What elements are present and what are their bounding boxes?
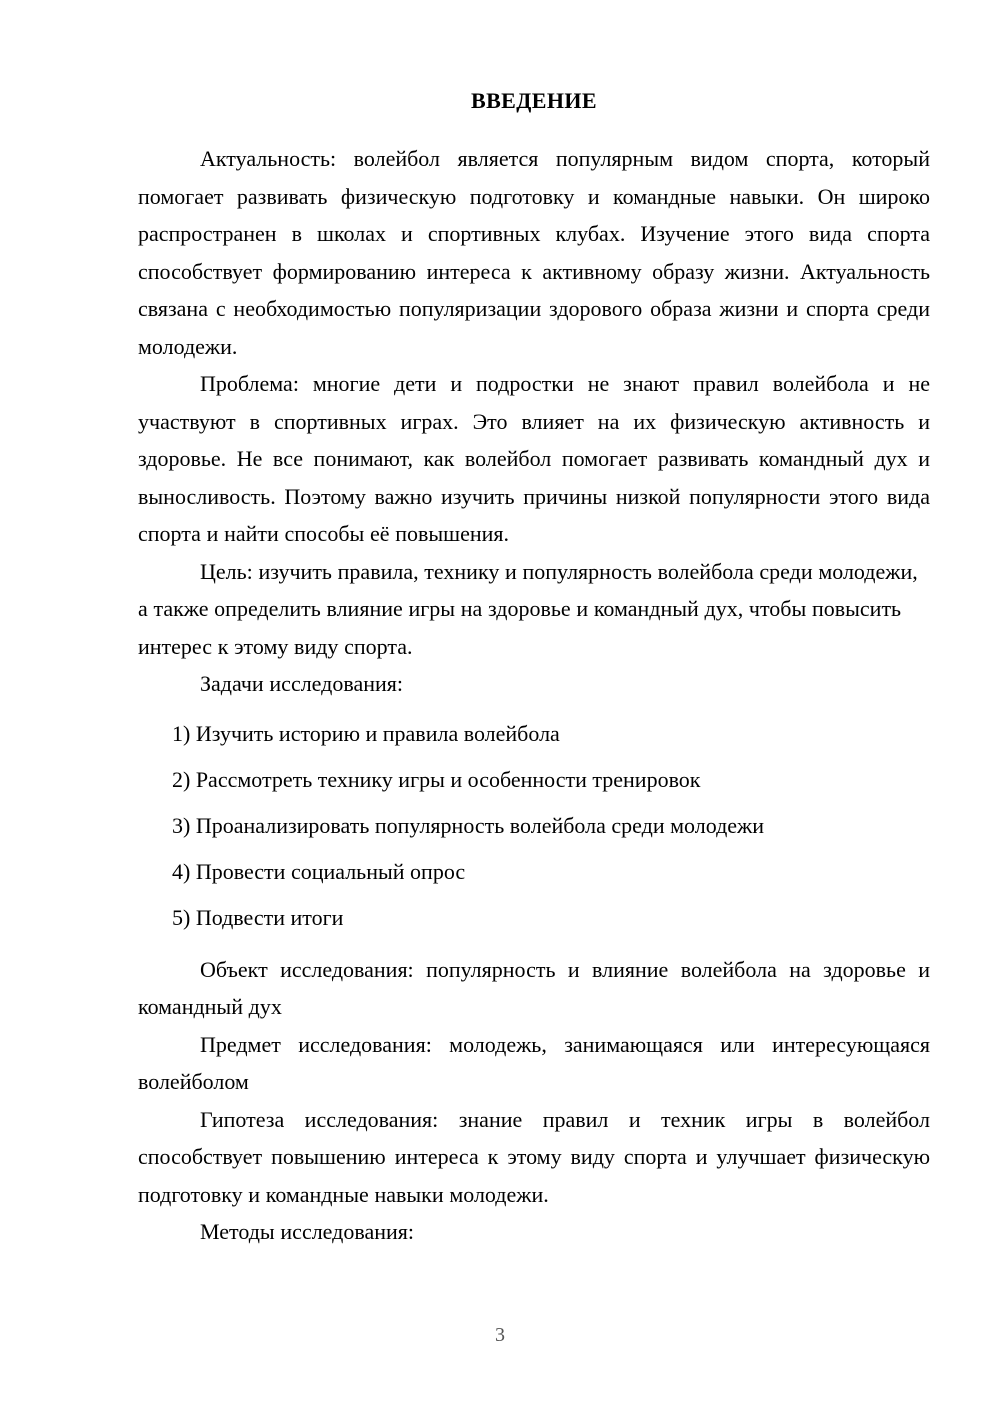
heading-methods: Методы исследования: [200, 1219, 414, 1245]
paragraph-problem: Проблема: многие дети и подростки не знают правил волейбола и не участвуют в спортивных играх. Это влияет на их физическую активность и здоровье. Не все понимают, как волейбол помогает развивать командный дух и выносливость. Поэтому важно изучить причины низкой популярности этого вида спорта и найти способы её повышения. [138, 371, 930, 547]
paragraph-hypothesis: Гипотеза исследования: знание правил и техник игры в волейбол способствует повышению интереса к этому виду спорта и улучшает физическую подготовку и командные навыки молодежи. [138, 1106, 930, 1207]
heading-tasks: Задачи исследования: [200, 671, 403, 697]
tasks-list [138, 711, 930, 941]
list-item: 4) Провести социальный опрос [172, 858, 466, 884]
document-body [138, 88, 930, 1251]
paragraph-goal: Цель: изучить правила, технику и популярность волейбола среди молодежи, а также определить влияние игры на здоровье и командный дух, чтобы повысить интерес к этому виду спорта. [138, 558, 918, 659]
paragraph-relevance: Актуальность: волейбол является популярным видом спорта, который помогает развивать физическую подготовку и командные навыки. Он широко распространен в школах и спортивных клубах. Изучение этого вида спорта способствует формированию интереса к активному образу жизни. Актуальность связана с необходимостью популяризации здорового образа жизни и спорта среди молодежи. [138, 146, 930, 359]
paragraph-subject: Предмет исследования: молодежь, занимающаяся или интересующаяся волейболом [138, 1031, 930, 1095]
list-item: 3) Проанализировать популярность волейбола среди молодежи [172, 812, 765, 838]
page-number: 3 [495, 1324, 505, 1346]
list-item: 2) Рассмотреть технику игры и особенности тренировок [172, 766, 701, 792]
page-title: ВВЕДЕНИЕ [471, 88, 597, 113]
list-item: 5) Подвести итоги [172, 904, 344, 930]
paragraph-object: Объект исследования: популярность и влияние волейбола на здоровье и командный дух [138, 956, 930, 1020]
list-item: 1) Изучить историю и правила волейбола [172, 720, 560, 746]
